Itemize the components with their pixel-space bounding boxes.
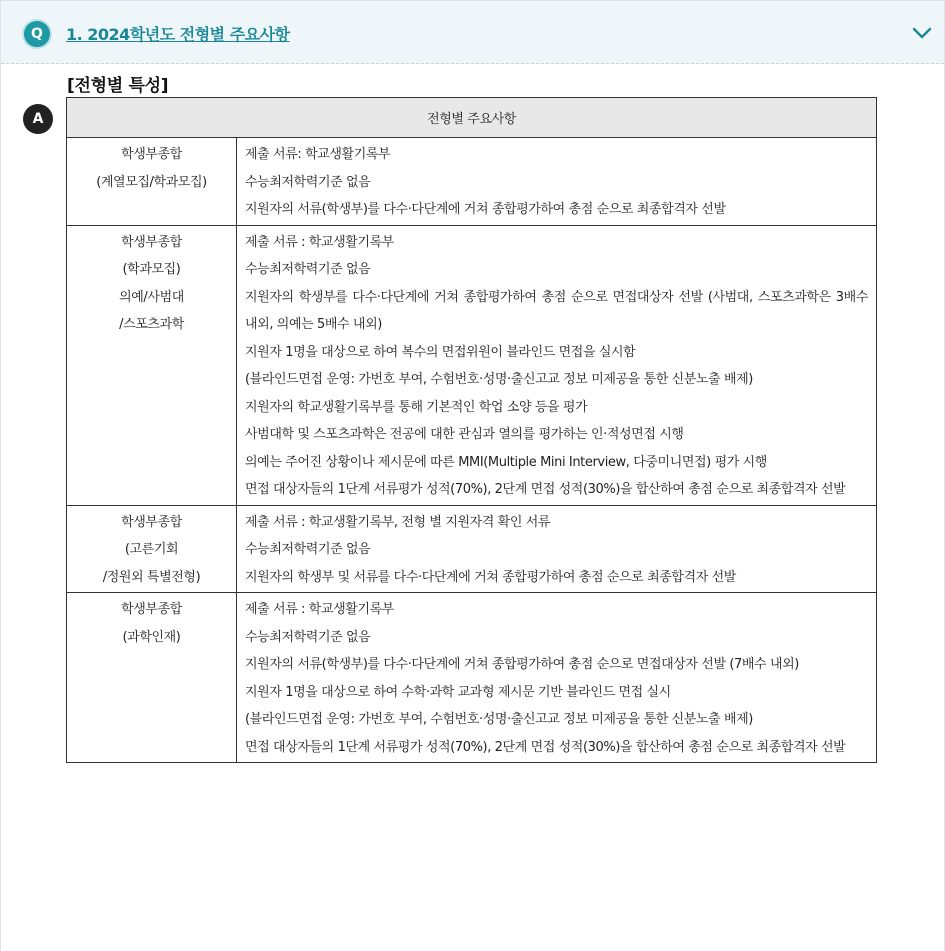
admission-type-line: (계열모집/학과모집) [96,174,207,190]
admission-detail-cell [237,593,877,763]
admission-detail-line: 면접 대상자들의 1단계 서류평가 성적(70%), 2단계 면접 성적(30%)을 합산하여 총점 순으로 최종합격자 선발 [245,739,846,755]
question-title[interactable]: 1. 2024학년도 전형별 주요사항 [66,25,290,44]
admission-type-line: 학생부종합 [121,602,182,617]
section-title: [전형별 특성] [67,76,169,96]
admission-detail-cell [237,505,877,593]
admission-type-line: (고른기회 [124,542,179,557]
admission-detail-line: 지원자의 학교생활기록부를 통해 기본적인 학업 소양 등을 평가 [245,399,588,415]
admission-type-line: (학과모집) [122,262,181,277]
admission-detail-line: 지원자 1명을 대상으로 하여 복수의 면접위원이 블라인드 면접을 실시함 [245,344,636,360]
table-row [67,138,877,226]
admission-detail-cell [237,225,877,505]
admission-detail-line: 수능최저학력기준 없음 [245,262,371,277]
table-header: 전형별 주요사항 [67,98,877,138]
table-row [67,505,877,593]
admission-detail-line: 면접 대상자들의 1단계 서류평가 성적(70%), 2단계 면접 성적(30%)을 합산하여 총점 순으로 최종합격자 선발 [245,482,846,497]
admission-detail-line: 지원자의 서류(학생부)를 다수·다단계에 거쳐 종합평가하여 총점 순으로 면접대상자 선발 (7배수 내외) [245,657,799,672]
admission-detail-line: 제출 서류 : 학교생활기록부 [245,602,394,617]
table-row [67,593,877,763]
admission-detail-line: 지원자의 학생부 및 서류를 다수·다단계에 거쳐 종합평가하여 총점 순으로 최종합격자 선발 [245,569,736,585]
admission-type-line: 학생부종합 [121,514,182,530]
admission-detail-line: 제출 서류 : 학교생활기록부 [245,234,394,250]
admission-detail-line: 수능최저학력기준 없음 [245,629,371,645]
admission-detail-line: 제출 서류: 학교생활기록부 [245,147,391,162]
admission-detail-line: 제출 서류 : 학교생활기록부, 전형 별 지원자격 확인 서류 [245,514,551,530]
admission-type-line: /정원외 특별전형) [102,569,201,585]
admission-detail-line: 지원자 1명을 대상으로 하여 수학·과학 교과형 제시문 기반 블라인드 면접 실시 [245,684,671,700]
admission-type-cell [67,138,237,226]
admission-detail-cell [237,138,877,226]
admission-type-cell [67,593,237,763]
question-badge: Q [22,19,52,49]
admission-type-line: (과학인재) [122,629,181,645]
admission-type-line: 학생부종합 [121,234,182,250]
admission-detail-line: 수능최저학력기준 없음 [245,542,371,557]
admission-detail-line: (블라인드면접 운영: 가번호 부여, 수험번호·성명·출신고교 정보 미제공을 통한 신분노출 배제) [245,712,753,727]
chevron-down-icon[interactable] [911,22,933,44]
admission-type-line: /스포츠과학 [119,317,184,332]
admission-type-cell [67,225,237,505]
admission-type-line: 학생부종합 [121,147,182,162]
admission-detail-line: 지원자의 학생부를 다수·다단계에 거쳐 종합평가하여 총점 순으로 면접대상자 선발 (사범대, 스포츠과학은 3배수 내외, 의예는 5배수 내외) [245,289,868,332]
admission-detail-line: (블라인드면접 운영: 가번호 부여, 수험번호·성명·출신고교 정보 미제공을 통한 신분노출 배제) [245,372,753,387]
admission-detail-line: 수능최저학력기준 없음 [245,174,371,190]
question-header[interactable] [1,0,944,64]
admission-table [66,97,877,763]
admission-type-line: 의예/사범대 [119,289,184,305]
answer-badge: A [23,104,53,134]
admission-detail-line: 사범대학 및 스포츠과학은 전공에 대한 관심과 열의를 평가하는 인·적성면접 시행 [245,427,684,442]
admission-detail-line: 지원자의 서류(학생부)를 다수·다단계에 거쳐 종합평가하여 총점 순으로 최종합격자 선발 [245,202,726,217]
admission-type-cell [67,505,237,593]
table-row [67,225,877,505]
admission-detail-line: 의예는 주어진 상황이나 제시문에 따른 MMI(Multiple Mini Interview, 다중미니면접) 평가 시행 [245,454,767,470]
